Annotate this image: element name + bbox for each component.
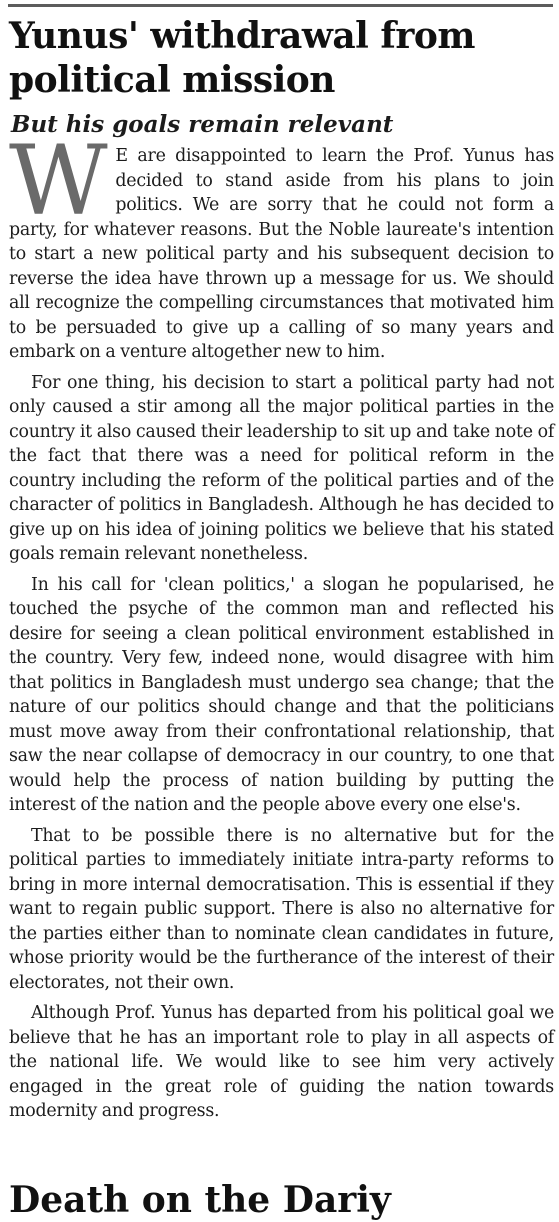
article-paragraph-4: That to be possible there is no alternative but for the political parties to immediately initiate intra-party reforms to bring in more internal democratisation. This is essential if they want to regain public support. There is also no alternative for the parties either than to nominate clean candidates in future, whose priority would be the furtherance of the interest of their electorates, not their own. (9, 825, 554, 993)
paragraph-1-text: E are disappointed to learn the Prof. Yunus has decided to stand aside from his plans to join politics. We are sorry that he could not form a party, for whatever reasons. But the Noble laureate's intention to start a new political party and his subsequent decision to reverse the idea have thrown up a message for us. We should all recognize the compelling circumstances that motivated him to be persuaded to give up a calling of so many years and embark on a venture altogether new to him. (9, 146, 554, 362)
article-headline: Yunus' withdrawal from political mission (9, 15, 475, 101)
top-rule (8, 4, 553, 7)
article-paragraph-2: For one thing, his decision to start a political party had not only caused a stir among all the major political parties in the country it also caused their leadership to sit up and take note of the fact that there was a need for political reform in the country including the reform of the political parties and of the character of politics in Bangladesh. Although he has decided to give up on his idea of joining politics we believe that his stated goals remain relevant nonetheless. (9, 372, 554, 564)
article-paragraph-3: In his call for 'clean politics,' a slogan he popularised, he touched the psyche of the common man and reflected his desire for seeing a clean political environment established in the country. Very few, indeed none, would disagree with him that politics in Bangladesh must undergo sea change; that the nature of our politics should change and that the politicians must move away from their confrontational relationship, that saw the near collapse of democracy in our country, to one that would help the process of nation building by putting the interest of the nation and the people above every one else's. (9, 574, 554, 815)
drop-cap: W (9, 125, 108, 237)
article-paragraph-1 (9, 125, 554, 365)
article-paragraph-5: Although Prof. Yunus has departed from his political goal we believe that he has an important role to play in all aspects of the national life. We would like to see him very actively engaged in the great role of guiding the nation towards modernity and progress. (9, 1003, 554, 1121)
next-article-headline: Death on the Dariy (9, 1179, 391, 1221)
article-subhead: But his goals remain relevant (11, 111, 394, 138)
article-body (9, 125, 554, 1130)
